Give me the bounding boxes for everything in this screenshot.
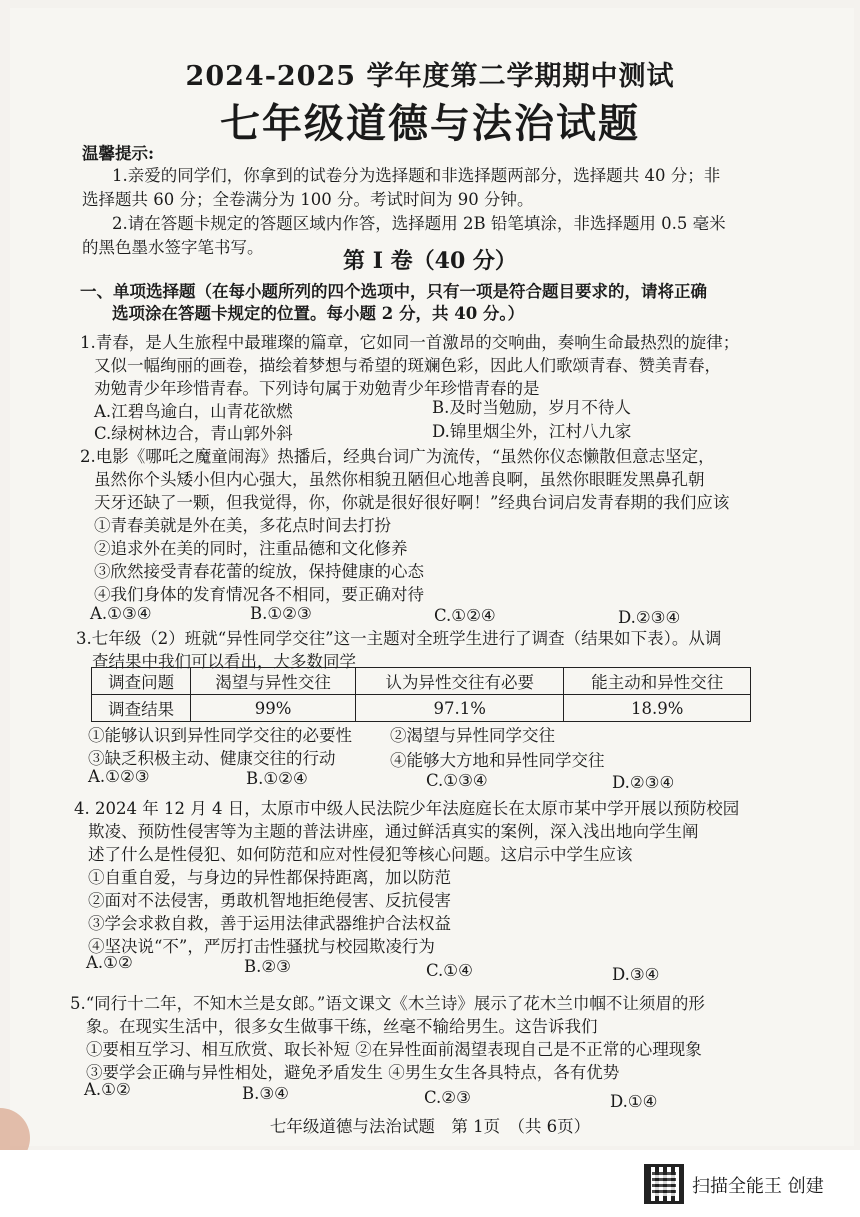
table-cell: 18.9% bbox=[564, 695, 751, 722]
q3-option-a: A.①②③ bbox=[88, 767, 150, 786]
scanner-brand-label: 扫描全能王 创建 bbox=[692, 1176, 824, 1197]
q3-stem-2: 查结果中我们可以看出，大多数同学 bbox=[92, 652, 356, 671]
q4-item-4: ④坚决说“不”，严厉打击性骚扰与校园欺凌行为 bbox=[88, 937, 435, 956]
q2-option-b: B.①②③ bbox=[250, 604, 312, 623]
q4-option-c: C.①④ bbox=[426, 961, 473, 980]
tips-line-3: 2.请在答题卡规定的答题区域内作答，选择题用 2B 铅笔填涂，非选择题用 0.5 毫米 bbox=[112, 214, 726, 233]
q5-stem-2: 象。在现实生活中，很多女生做事干练，丝毫不输给男生。这告诉我们 bbox=[86, 1017, 598, 1036]
q5-stem-1: 5.“同行十二年，不知木兰是女郎。”语文课文《木兰诗》展示了花木兰巾帼不让须眉的形 bbox=[70, 994, 705, 1013]
q4-option-b: B.②③ bbox=[244, 957, 291, 976]
part-heading-2: 选项涂在答题卡规定的位置。每小题 2 分，共 40 分。） bbox=[112, 304, 525, 323]
q4-stem-1: 4. 2024 年 12 月 4 日，太原市中级人民法院少年法庭庭长在太原市某中学开展以预防校园 bbox=[74, 799, 740, 818]
q4-item-1: ①自重自爱，与身边的异性都保持距离，加以防范 bbox=[88, 868, 451, 887]
q3-item-3: ③缺乏积极主动、健康交往的行动 bbox=[88, 749, 336, 768]
q4-option-d: D.③④ bbox=[612, 965, 660, 984]
q2-item-4: ④我们身体的发育情况各不相同，要正确对待 bbox=[94, 585, 424, 604]
exam-title-year: 2024-2025 学年度第二学期期中测试 bbox=[185, 61, 675, 92]
q1-option-d: D.锦里烟尘外，江村八九家 bbox=[432, 422, 632, 441]
tips-line-1: 1.亲爱的同学们，你拿到的试卷分为选择题和非选择题两部分，选择题共 40 分；非 bbox=[112, 166, 721, 185]
q5-item-2: ③要学会正确与异性相处，避免矛盾发生 ④男生女生各具特点，各有优势 bbox=[86, 1063, 620, 1082]
q2-option-d: D.②③④ bbox=[618, 608, 681, 627]
table-header-cell: 认为异性交往有必要 bbox=[355, 668, 563, 695]
qr-code-icon bbox=[644, 1164, 684, 1204]
q3-item-2: ②渴望与异性同学交往 bbox=[390, 726, 555, 745]
q5-option-d: D.①④ bbox=[610, 1092, 658, 1111]
tips-line-2: 选择题共 60 分；全卷满分为 100 分。考试时间为 90 分钟。 bbox=[82, 190, 534, 209]
q1-option-b: B.及时当勉励，岁月不待人 bbox=[432, 398, 631, 417]
q2-item-2: ②追求外在美的同时，注重品德和文化修养 bbox=[94, 539, 408, 558]
q5-option-a: A.①② bbox=[84, 1080, 131, 1099]
q1-stem-3: 劝勉青少年珍惜青春。下列诗句属于劝勉青少年珍惜青春的是 bbox=[94, 379, 540, 398]
q3-item-1: ①能够认识到异性同学交往的必要性 bbox=[88, 726, 352, 745]
table-header-cell: 能主动和异性交往 bbox=[564, 668, 751, 695]
tips-line-4: 的黑色墨水签字笔书写。 bbox=[82, 238, 264, 257]
table-header-cell: 渴望与异性交往 bbox=[191, 668, 356, 695]
q5-option-b: B.③④ bbox=[242, 1084, 289, 1103]
q4-stem-3: 述了什么是性侵犯、如何防范和应对性侵犯等核心问题。这启示中学生应该 bbox=[88, 845, 633, 864]
q2-option-c: C.①②④ bbox=[434, 606, 496, 625]
table-cell: 99% bbox=[191, 695, 356, 722]
q1-stem-1: 1.青春，是人生旅程中最璀璨的篇章，它如同一首激昂的交响曲，奏响生命最热烈的旋律； bbox=[80, 333, 740, 352]
q2-stem-2: 虽然你个头矮小但内心强大，虽然你相貌丑陋但心地善良啊，虽然你眼睚发黑鼻孔朝 bbox=[94, 470, 705, 489]
q2-stem-1: 2.电影《哪吒之魔童闹海》热播后，经典台词广为流传，“虽然你仪态懒散但意志坚定， bbox=[80, 447, 715, 466]
q1-option-a: A.江碧鸟逾白，山青花欲燃 bbox=[94, 402, 293, 421]
q2-option-a: A.①③④ bbox=[90, 604, 152, 623]
q4-stem-2: 欺凌、预防性侵害等为主题的普法讲座，通过鲜活真实的案例，深入浅出地向学生阐 bbox=[88, 822, 699, 841]
q1-stem-2: 又似一幅绚丽的画卷，描绘着梦想与希望的斑斓色彩，因此人们歌颂青春、赞美青春， bbox=[94, 356, 721, 375]
q2-item-3: ③欣然接受青春花蕾的绽放，保持健康的心态 bbox=[94, 562, 424, 581]
section-title: 第 I 卷（40 分） bbox=[343, 248, 517, 274]
q5-option-c: C.②③ bbox=[424, 1088, 471, 1107]
table-row bbox=[92, 695, 751, 722]
q2-item-1: ①青春美就是外在美，多花点时间去打扮 bbox=[94, 516, 391, 535]
q5-item-1: ①要相互学习、相互欣赏、取长补短 ②在异性面前渴望表现自己是不正常的心理现象 bbox=[86, 1040, 702, 1059]
q2-stem-3: 天牙还缺了一颗，但我觉得，你，你就是很好很好啊！”经典台词启发青春期的我们应该 bbox=[94, 493, 730, 512]
q3-option-b: B.①②④ bbox=[246, 769, 308, 788]
table-cell: 97.1% bbox=[355, 695, 563, 722]
exam-title-subject: 七年级道德与法治试题 bbox=[220, 100, 640, 147]
q4-item-2: ②面对不法侵害，勇敢机智地拒绝侵害、反抗侵害 bbox=[88, 891, 451, 910]
q4-item-3: ③学会求救自救，善于运用法律武器维护合法权益 bbox=[88, 914, 451, 933]
q3-option-c: C.①③④ bbox=[426, 771, 488, 790]
table-header-cell: 调查问题 bbox=[92, 668, 191, 695]
q1-option-c: C.绿树林边合，青山郭外斜 bbox=[94, 424, 293, 443]
table-row bbox=[92, 668, 751, 695]
page-footer: 七年级道德与法治试题 第 1页 （共 6页） bbox=[269, 1117, 591, 1136]
q3-stem-1: 3.七年级（2）班就“异性同学交往”这一主题对全班学生进行了调查（结果如下表）。从调 bbox=[76, 629, 722, 648]
q3-option-d: D.②③④ bbox=[612, 773, 675, 792]
table-cell: 调查结果 bbox=[92, 695, 191, 722]
survey-table bbox=[91, 667, 751, 722]
q4-option-a: A.①② bbox=[86, 953, 133, 972]
tips-heading: 温馨提示: bbox=[82, 144, 155, 163]
q3-item-4: ④能够大方地和异性同学交往 bbox=[390, 751, 605, 770]
part-heading-1: 一、单项选择题（在每小题所列的四个选项中，只有一项是符合题目要求的，请将正确 bbox=[80, 282, 707, 301]
